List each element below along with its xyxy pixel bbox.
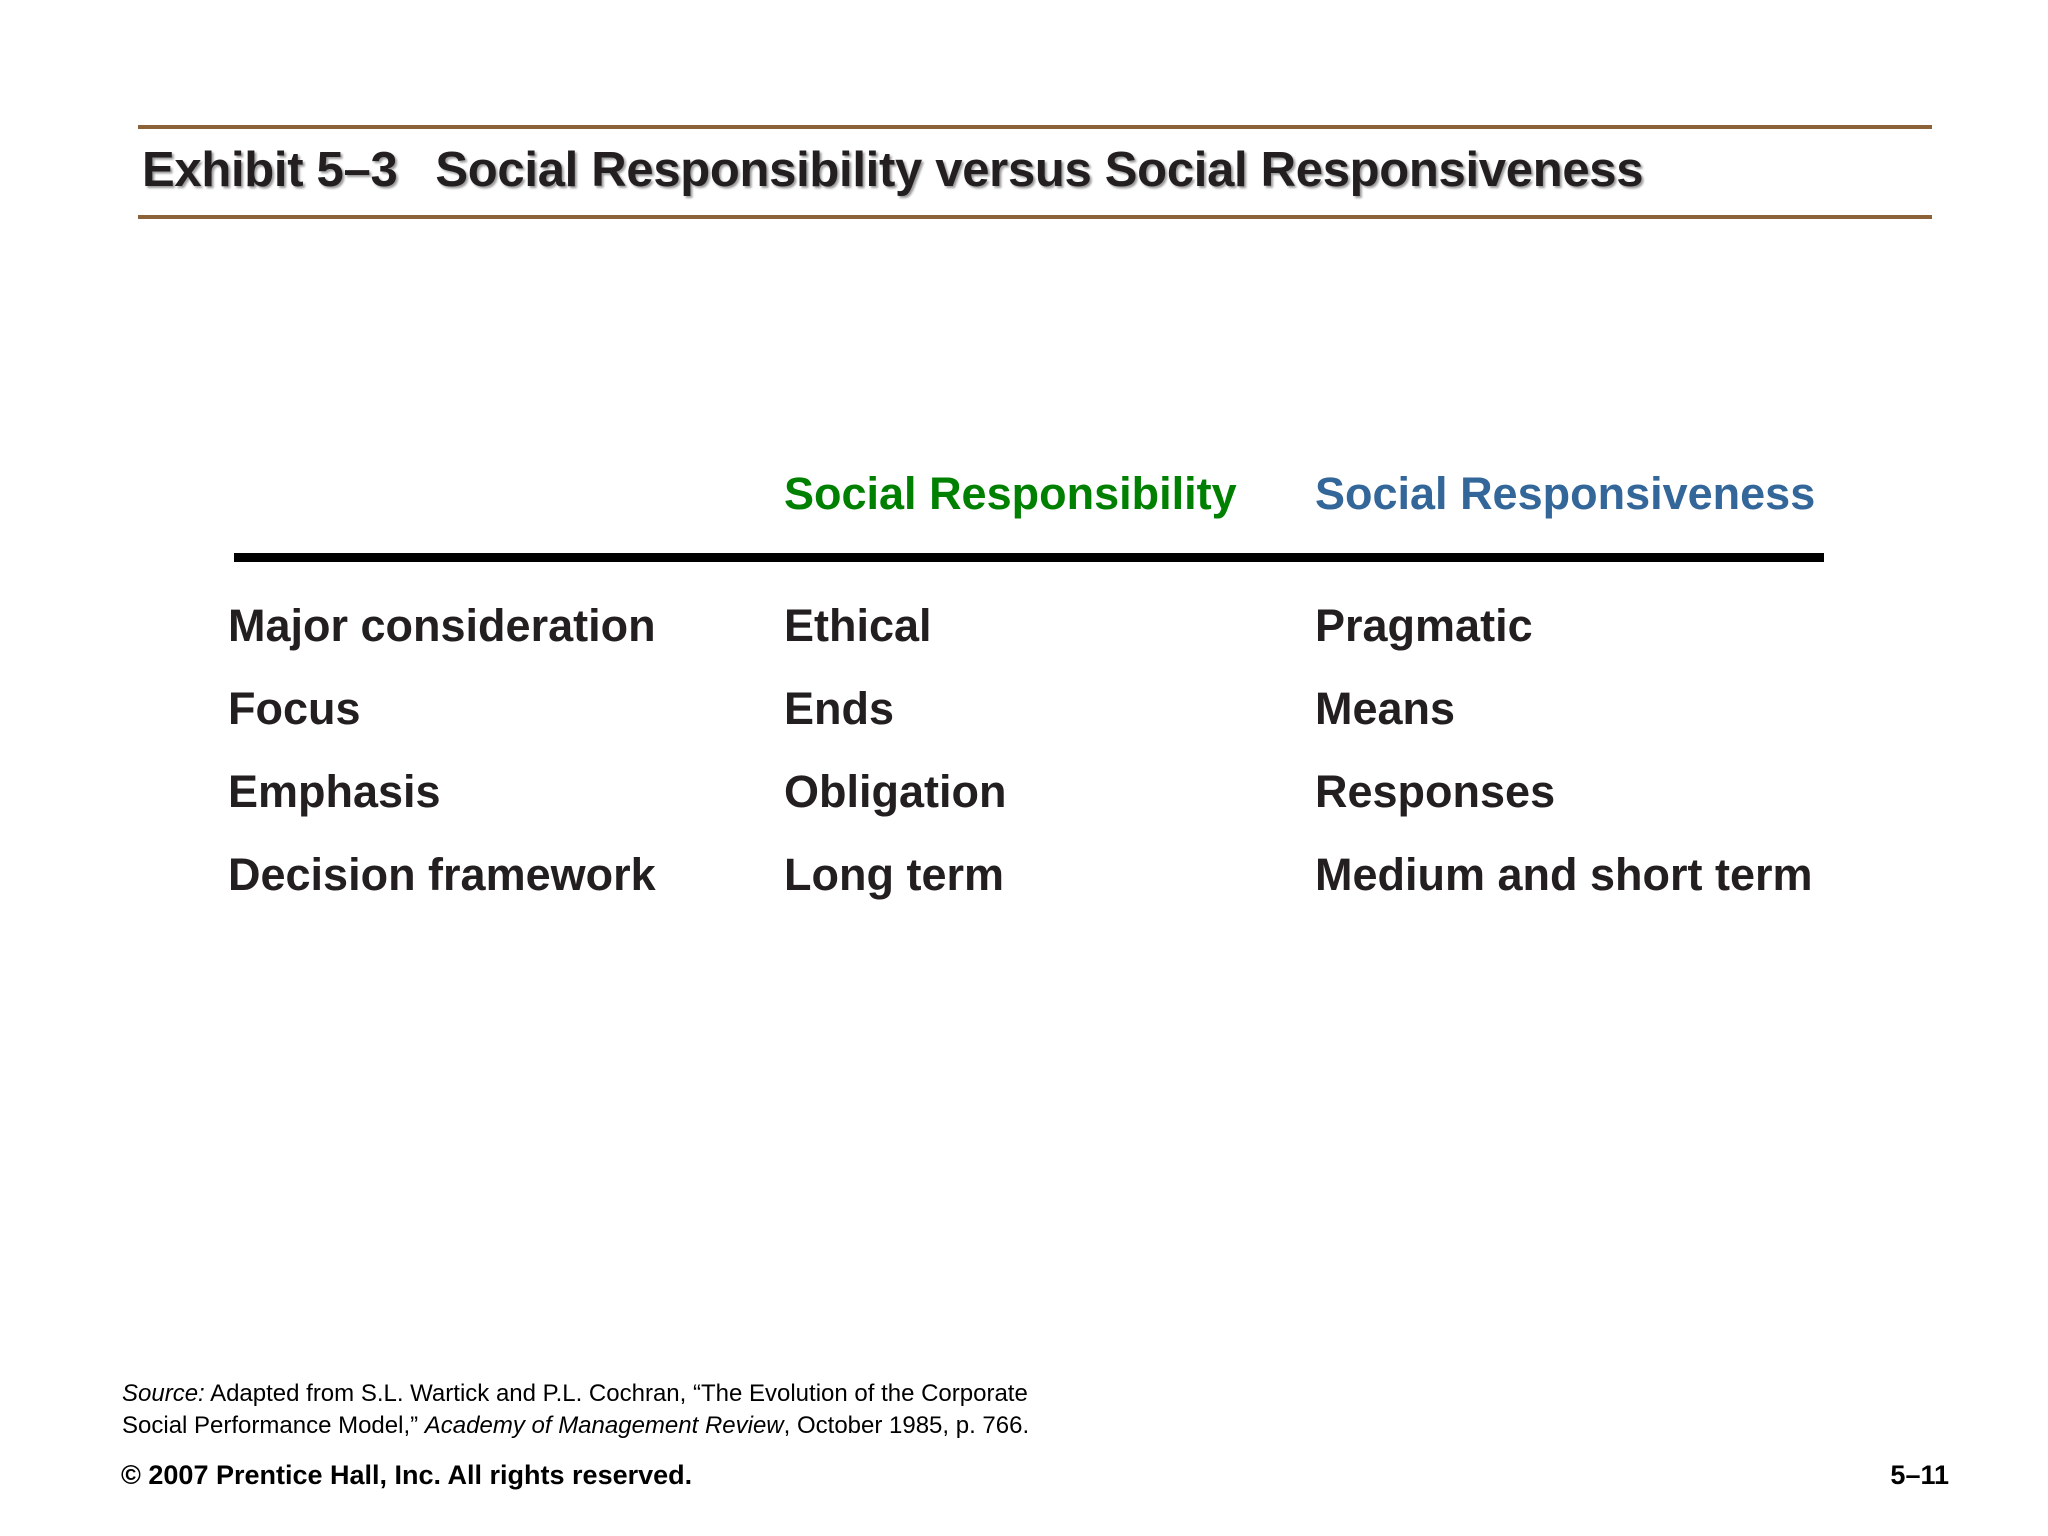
source-text-1: Adapted from S.L. Wartick and P.L. Cochran, “The Evolution of the Corporate xyxy=(204,1380,1028,1407)
responsibility-value: Long term xyxy=(784,849,1004,900)
column-header-social-responsibility: Social Responsibility xyxy=(784,468,1237,519)
column-header-social-responsiveness: Social Responsiveness xyxy=(1315,468,1816,519)
table-row-decision-framework xyxy=(0,849,2048,909)
responsiveness-value: Means xyxy=(1315,683,1456,734)
row-label: Emphasis xyxy=(228,766,441,817)
table-header-rule xyxy=(234,553,1824,562)
responsibility-value: Ends xyxy=(784,683,895,734)
source-text-2: Social Performance Model,” xyxy=(122,1412,425,1439)
row-label: Decision framework xyxy=(228,849,656,900)
responsibility-value: Ethical xyxy=(784,600,932,651)
source-text-3: , October 1985, p. 766. xyxy=(783,1412,1030,1439)
responsiveness-value: Pragmatic xyxy=(1315,600,1533,651)
responsibility-value: Obligation xyxy=(784,766,1007,817)
table-row-major-consideration xyxy=(0,600,2048,660)
slide-number: 5–11 xyxy=(1890,1460,1949,1490)
title-rule-top xyxy=(138,125,1932,129)
row-label: Focus xyxy=(228,683,361,734)
row-label: Major consideration xyxy=(228,600,656,651)
copyright-notice: © 2007 Prentice Hall, Inc. All rights reserved. xyxy=(121,1460,693,1490)
source-citation xyxy=(122,1378,1029,1442)
title-rule-bottom xyxy=(138,215,1932,219)
table-row-focus xyxy=(0,683,2048,743)
page-title xyxy=(142,142,1643,198)
source-line-2 xyxy=(122,1410,1029,1442)
responsiveness-value: Medium and short term xyxy=(1315,849,1813,900)
source-label: Source: xyxy=(122,1380,205,1407)
source-line-1 xyxy=(122,1378,1029,1410)
source-journal: Academy of Management Review xyxy=(424,1412,784,1439)
responsiveness-value: Responses xyxy=(1315,766,1556,817)
exhibit-number: Exhibit 5–3 xyxy=(142,143,398,197)
exhibit-title: Social Responsibility versus Social Responsiveness xyxy=(435,143,1644,197)
table-row-emphasis xyxy=(0,766,2048,826)
